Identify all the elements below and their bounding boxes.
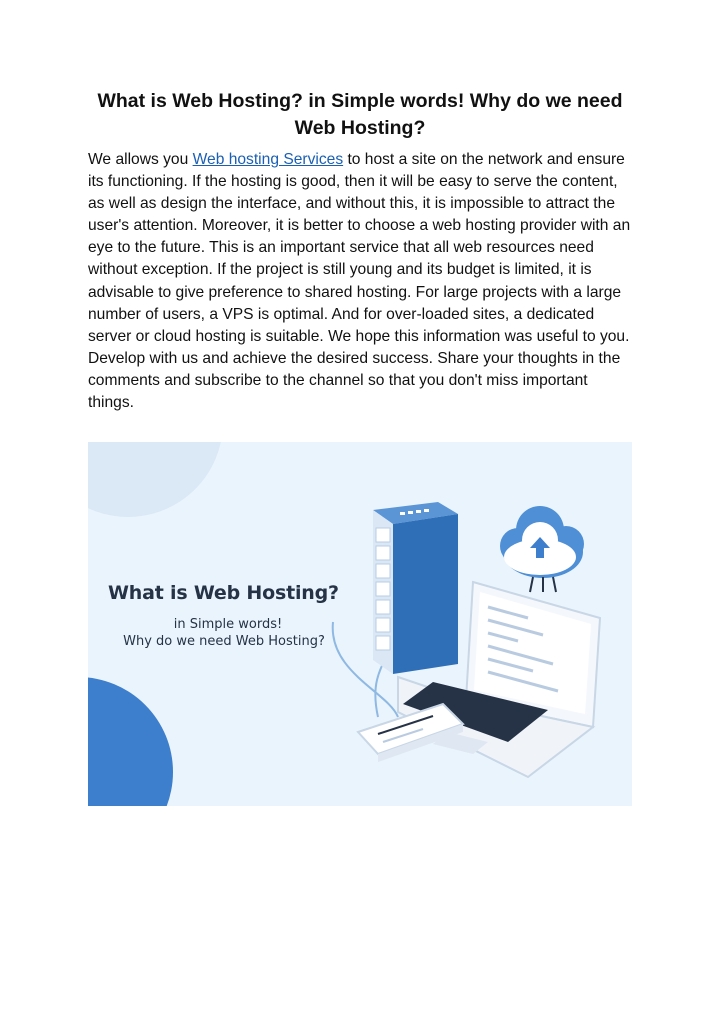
hero-subtitle-line-2: Why do we need Web Hosting? [123, 634, 325, 649]
hero-illustration [88, 442, 632, 806]
cloud-upload-icon [500, 506, 584, 592]
hero-heading: What is Web Hosting? [108, 582, 339, 604]
bg-blob-top-icon [88, 442, 223, 517]
hero-subtitle-line-1: in Simple words! [173, 617, 283, 632]
body-text: to host a site on the network and ensure its functioning. If the hosting is good, then it will be easy to serve the content, as well as design the interface, and without this, it is impossible to attract the user's attention. Moreover, it is better to choose a web hosting provider with an eye to the future. This is an important service that all web resources need without exception. If the project is still young and its budget is limited, it is advisable to give preference to shared hosting. For large projects with a large number of users, a VPS is optimal. And for over-loaded sites, a dedicated server or cloud hosting is suitable. We hope this information was useful to you. Develop with us and achieve the desired success. Share your thoughts in the comments and subscribe to the channel so that you don't miss important things. [88, 151, 631, 412]
server-rack-icon [373, 502, 458, 674]
intro-text: We allows you [88, 151, 193, 168]
bg-blob-bottom-icon [88, 677, 173, 806]
page-title: What is Web Hosting? in Simple words! Why do we need Web Hosting? [97, 90, 623, 139]
article-paragraph [88, 149, 636, 414]
web-hosting-services-link[interactable]: Web hosting Services [192, 151, 344, 168]
